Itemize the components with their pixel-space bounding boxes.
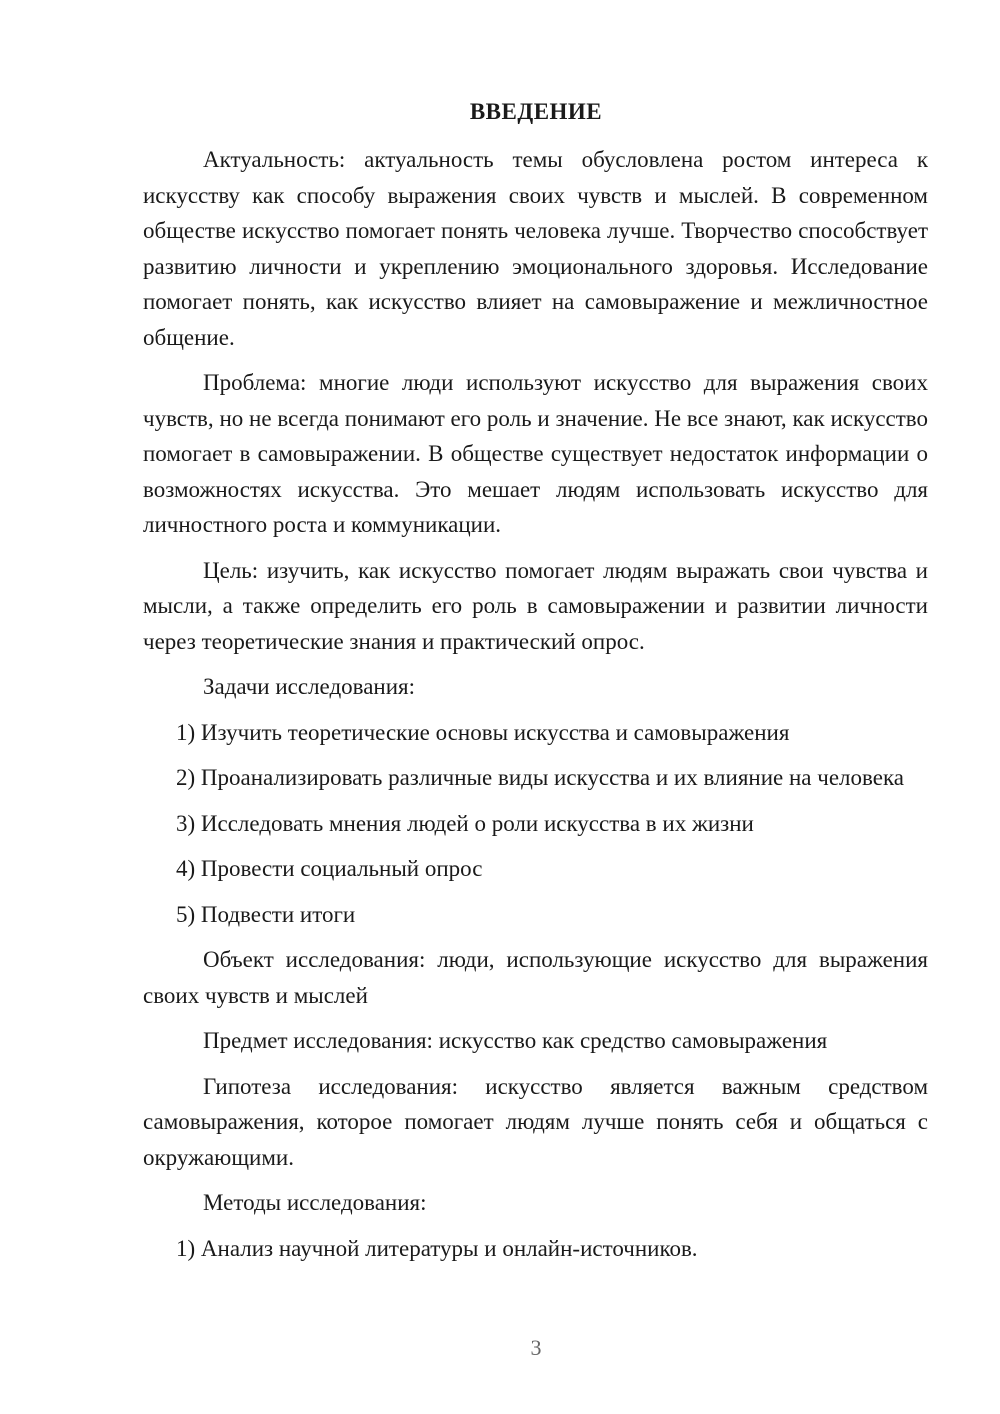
- paragraph-hypothesis: Гипотеза исследования: искусство является важным средством самовыражения, которое помогает людям лучше понять себя и общаться с окружающими.: [143, 1073, 928, 1170]
- paragraph-subject: Предмет исследования: искусство как средство самовыражения: [203, 1028, 828, 1053]
- page-title: ВВЕДЕНИЕ: [469, 99, 603, 124]
- paragraph-methods-heading: Методы исследования:: [203, 1190, 427, 1215]
- task-item-1: 1) Изучить теоретические основы искусства и самовыражения: [176, 719, 790, 745]
- method-item-1: 1) Анализ научной литературы и онлайн-источников.: [176, 1235, 698, 1261]
- paragraph-problem: Проблема: многие люди используют искусство для выражения своих чувств, но не всегда понимают его роль и значение. Не все знают, как искусство помогает в самовыражении. В обществе существует недостаток информации о возможностях искусства. Это мешает людям использовать искусство для личностного роста и коммуникации.: [143, 370, 928, 537]
- paragraph-relevance: Актуальность: актуальность темы обусловлена ростом интереса к искусству как способу выражения своих чувств и мыслей. В современном обществе искусство помогает понять человека лучше. Творчество способствует развитию личности и укреплению эмоционального здоровья. Исследование помогает понять, как искусство влияет на самовыражение и межличностное общение.: [143, 147, 928, 350]
- document-body: [143, 142, 928, 1276]
- task-item-4: 4) Провести социальный опрос: [176, 856, 483, 881]
- page-number: 3: [530, 1335, 542, 1360]
- paragraph-object: Объект исследования: люди, использующие искусство для выражения своих чувств и мыслей: [143, 947, 928, 1008]
- paragraph-goal: Цель: изучить, как искусство помогает людям выражать свои чувства и мысли, а также определить его роль в самовыражении и развитии личности через теоретические знания и практический опрос.: [143, 557, 928, 654]
- paragraph-tasks-heading: Задачи исследования:: [203, 674, 416, 699]
- task-item-3: 3) Исследовать мнения людей о роли искусства в их жизни: [176, 810, 754, 836]
- task-item-2: 2) Проанализировать различные виды искусства и их влияние на человека: [176, 765, 904, 790]
- task-item-5: 5) Подвести итоги: [176, 901, 356, 927]
